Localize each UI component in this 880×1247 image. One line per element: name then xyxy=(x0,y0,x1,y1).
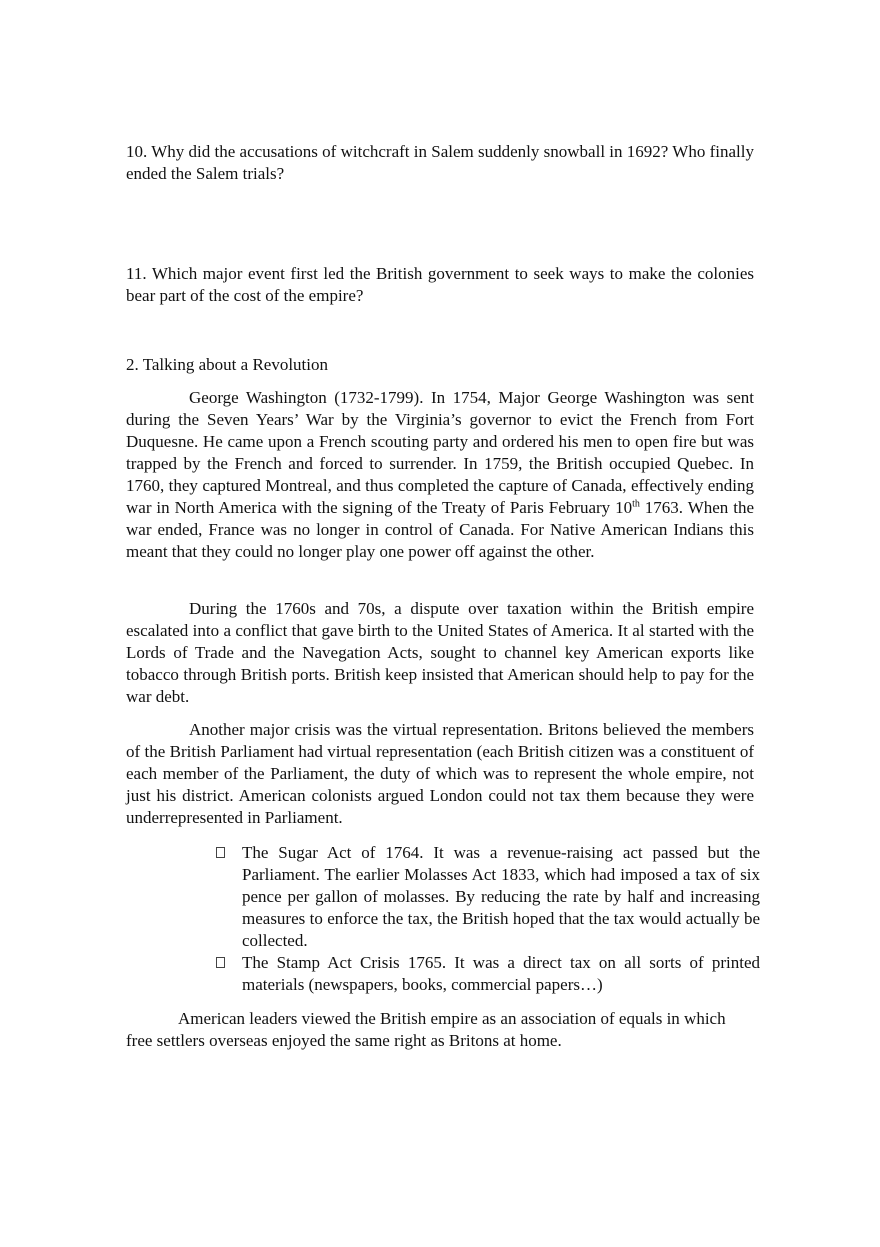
paragraph-washington-text-a: George Washington (1732-1799). In 1754, Major George Washington was sent during the Seven Years’ War by the Virginia’s governor to evict the French from Fort Duquesne. He came upon a French scouting party and ordered his men to open fire but was trapped by the French and forced to surrender. In 1759, the British occupied Quebec. In 1760, they captured Montreal, and thus completed the capture of Canada, effectively ending war in North America with the signing of the Treaty of Paris February 10 xyxy=(126,388,754,517)
acts-list xyxy=(216,842,760,996)
paragraph-taxation: During the 1760s and 70s, a dispute over taxation within the British empire escalated into a conflict that gave birth to the United States of America. It al started with the Lords of Trade and the Navegation Acts, sought to channel key American exports like tobacco through British ports. British keep insisted that American should help to pay for the war debt. xyxy=(126,599,754,706)
ordinal-superscript: th xyxy=(632,498,640,510)
question-11: 11. Which major event first led the British government to seek ways to make the colonies bear part of the cost of the empire? xyxy=(126,264,754,305)
paragraph-closing: American leaders viewed the British empire as an association of equals in which free settlers overseas enjoyed the same right as Britons at home. xyxy=(126,1009,726,1050)
bullet-box-icon xyxy=(216,957,225,968)
section-heading: 2. Talking about a Revolution xyxy=(126,355,328,374)
list-item-text: The Sugar Act of 1764. It was a revenue-raising act passed but the Parliament. The earlier Molasses Act 1833, which had imposed a tax of six pence per gallon of molasses. By reducing the rate by half and increasing measures to enforce the tax, the British hoped that the tax would actually be collected. xyxy=(242,843,760,950)
list-item-stamp-act xyxy=(216,952,760,996)
list-item-text: The Stamp Act Crisis 1765. It was a direct tax on all sorts of printed materials (newspapers, books, commercial papers…) xyxy=(242,953,760,994)
bullet-box-icon xyxy=(216,847,225,858)
paragraph-washington-text-b: 1763. When the war ended, France was no longer in control of Canada. For Native American Indians this meant that they could no longer play one power off against the other. xyxy=(126,498,754,561)
list-item-sugar-act xyxy=(216,842,760,952)
paragraph-virtual-representation: Another major crisis was the virtual representation. Britons believed the members of the British Parliament had virtual representation (each British citizen was a constituent of each member of the Parliament, the duty of which was to represent the whole empire, not just his district. American colonists argued London could not tax them because they were underrepresented in Parliament. xyxy=(126,720,754,827)
paragraph-washington xyxy=(126,387,754,563)
question-10: 10. Why did the accusations of witchcraft in Salem suddenly snowball in 1692? Who finally ended the Salem trials? xyxy=(126,142,754,183)
